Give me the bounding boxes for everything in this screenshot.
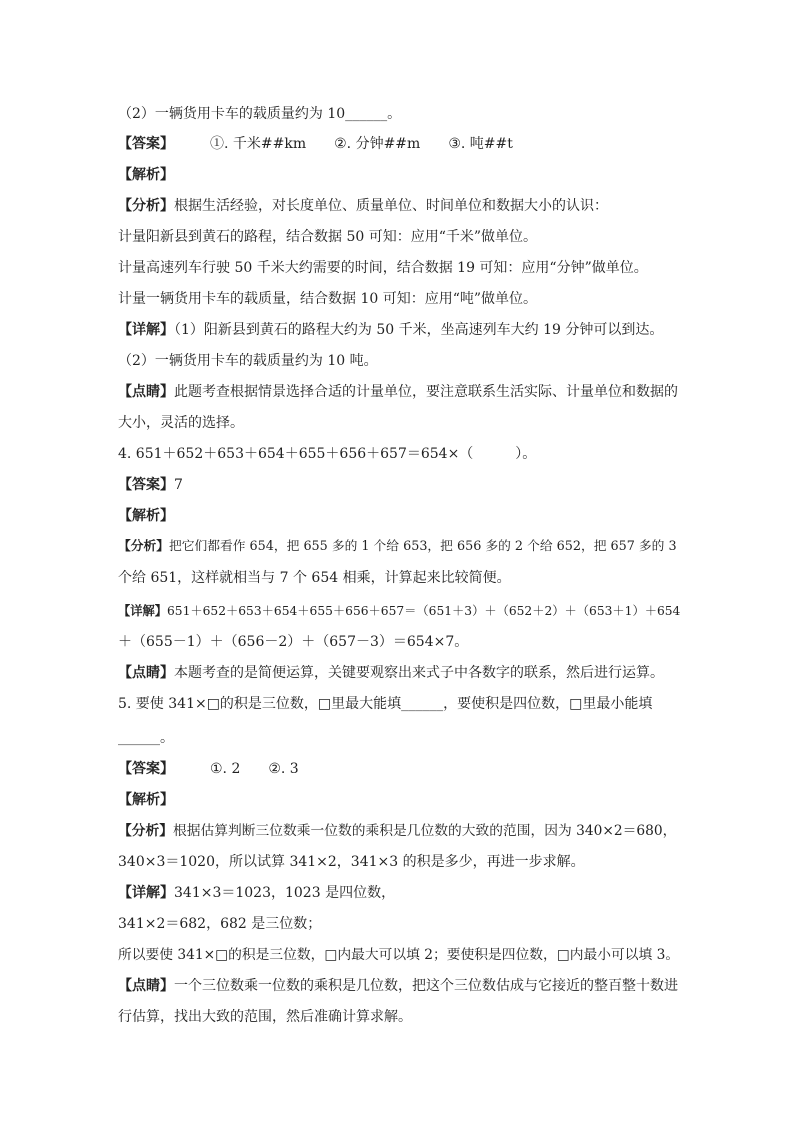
q4-answer-line bbox=[118, 474, 183, 496]
q3-note bbox=[118, 381, 678, 403]
q4-fenxi-2: 个给 651，这样就相当与 7 个 654 相乘，计算起来比较简便。 bbox=[118, 570, 511, 586]
q3-part2: （2）一辆货用卡车的载质量约为 10______。 bbox=[118, 106, 402, 122]
q4-detail-2: ＋（655－1）＋（656－2）＋（657－3）＝654×7。 bbox=[118, 634, 469, 650]
q3-note-2: 大小，灵活的选择。 bbox=[118, 415, 244, 431]
detail-tag: 【详解】 bbox=[118, 603, 167, 618]
note-tag: 【点睛】 bbox=[118, 978, 174, 994]
analysis-tag: 【解析】 bbox=[118, 508, 174, 524]
answer-item: ①. 2 bbox=[210, 761, 241, 777]
answer-item: ②. 3 bbox=[268, 761, 299, 777]
answer-item: ①. 千米##km bbox=[210, 136, 307, 152]
fenxi-tag: 【分析】 bbox=[118, 539, 169, 554]
answer-item: ③. 吨##t bbox=[448, 136, 513, 152]
q5-fenxi bbox=[118, 820, 676, 842]
fenxi-tag: 【分析】 bbox=[118, 198, 174, 214]
note-text: 本题考查的是简便运算，关键要观察出来式子中各数字的联系，然后进行运算。 bbox=[174, 665, 664, 681]
detail-tag: 【详解】 bbox=[118, 322, 174, 338]
q5-answer-line bbox=[118, 758, 299, 780]
q5-note bbox=[118, 975, 678, 997]
answer-tag: 【答案】 bbox=[118, 477, 174, 493]
q3-answer-line bbox=[118, 133, 513, 155]
q3-fenxi bbox=[118, 195, 608, 217]
q4-detail bbox=[118, 600, 680, 622]
fenxi-tag: 【分析】 bbox=[118, 823, 174, 839]
fenxi-text: 根据估算判断三位数乘一位数的乘积是几位数的大致的范围，因为 340×2＝680， bbox=[173, 823, 677, 839]
q3-line1: 计量阳新县到黄石的路程，结合数据 50 可知：应用“千米”做单位。 bbox=[118, 229, 538, 245]
detail-text: 651＋652＋653＋654＋655＋656＋657＝（651＋3）＋（652＋2）＋（653＋1）＋654 bbox=[167, 604, 681, 618]
q3-detail bbox=[118, 319, 663, 341]
q5-question: 5. 要使 341×□的积是三位数，□里最大能填______，要使积是四位数，□里最小能填 bbox=[118, 696, 653, 712]
answer-value: 7 bbox=[174, 477, 183, 493]
q5-note-2: 行估算，找出大致的范围，然后准确计算求解。 bbox=[118, 1009, 412, 1025]
note-text: 一个三位数乘一位数的乘积是几位数，把这个三位数估成与它接近的整百整十数进 bbox=[174, 978, 678, 994]
detail-text: （1）阳新县到黄石的路程大约为 50 千米，坐高速列车大约 19 分钟可以到达。 bbox=[174, 322, 664, 338]
q4-note bbox=[118, 662, 664, 684]
answer-tag: 【答案】 bbox=[118, 761, 174, 777]
q5-question-2: ______。 bbox=[118, 730, 174, 746]
q5-detail-2: 341×2＝682，682 是三位数； bbox=[118, 916, 322, 932]
analysis-tag: 【解析】 bbox=[118, 167, 174, 183]
q4-fenxi bbox=[118, 536, 677, 558]
fenxi-text: 根据生活经验，对长度单位、质量单位、时间单位和数据大小的认识： bbox=[174, 198, 608, 214]
q3-line2: 计量高速列车行驶 50 千米大约需要的时间，结合数据 19 可知：应用“分钟”做单位。 bbox=[118, 260, 648, 276]
fenxi-text: 把它们都看作 654，把 655 多的 1 个给 653，把 656 多的 2 个给 652，把 657 多的 3 bbox=[169, 539, 677, 554]
note-text: 此题考查根据情景选择合适的计量单位，要注意联系生活实际、计量单位和数据的 bbox=[174, 384, 678, 400]
analysis-tag: 【解析】 bbox=[118, 792, 174, 808]
detail-tag: 【详解】 bbox=[118, 885, 174, 901]
answer-tag: 【答案】 bbox=[118, 136, 174, 152]
q3-detail-2: （2）一辆货用卡车的载质量约为 10 吨。 bbox=[118, 353, 378, 369]
q5-detail bbox=[118, 882, 395, 904]
q3-line3: 计量一辆货用卡车的载质量，结合数据 10 可知：应用“吨”做单位。 bbox=[118, 291, 538, 307]
detail-text: 341×3＝1023，1023 是四位数， bbox=[174, 885, 396, 901]
q5-detail-3: 所以要使 341×□的积是三位数，□内最大可以填 2；要使积是四位数，□内最小可以填 3。 bbox=[118, 947, 680, 963]
note-tag: 【点睛】 bbox=[118, 665, 174, 681]
note-tag: 【点睛】 bbox=[118, 384, 174, 400]
q5-fenxi-2: 340×3＝1020，所以试算 341×2，341×3 的积是多少，再进一步求解。 bbox=[118, 854, 585, 870]
q4-question: 4. 651＋652＋653＋654＋655＋656＋657＝654×（ ）。 bbox=[118, 446, 537, 462]
answer-item: ②. 分钟##m bbox=[334, 136, 421, 152]
